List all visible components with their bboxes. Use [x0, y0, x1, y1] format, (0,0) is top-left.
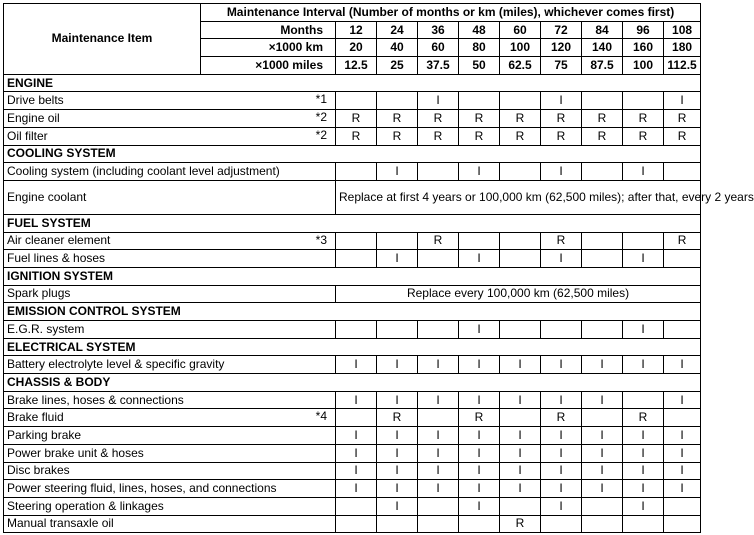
schedule-cell: I	[623, 163, 664, 181]
schedule-cell: I	[418, 480, 459, 498]
schedule-cell: R	[336, 110, 377, 128]
schedule-cell: R	[582, 127, 623, 145]
maintenance-item	[4, 110, 336, 128]
schedule-cell	[418, 321, 459, 339]
schedule-cell	[377, 515, 418, 533]
table-row	[4, 409, 701, 427]
schedule-cell: I	[418, 444, 459, 462]
schedule-cell: I	[664, 444, 701, 462]
schedule-cell	[377, 232, 418, 250]
table-row	[4, 515, 701, 533]
interval-value: 100	[623, 57, 664, 75]
schedule-cell: I	[541, 250, 582, 268]
schedule-cell: I	[377, 250, 418, 268]
table-row	[4, 321, 701, 339]
schedule-cell	[500, 497, 541, 515]
schedule-cell: I	[500, 391, 541, 409]
section-row	[4, 74, 701, 92]
schedule-cell: I	[377, 427, 418, 445]
schedule-cell: R	[500, 110, 541, 128]
schedule-cell: R	[377, 110, 418, 128]
schedule-cell: R	[664, 127, 701, 145]
interval-value: 60	[500, 21, 541, 39]
schedule-cell	[500, 321, 541, 339]
schedule-cell: I	[459, 356, 500, 374]
schedule-cell	[623, 391, 664, 409]
maintenance-item	[4, 92, 336, 110]
schedule-cell: I	[459, 391, 500, 409]
schedule-cell: I	[377, 356, 418, 374]
schedule-cell	[582, 163, 623, 181]
schedule-cell: R	[623, 409, 664, 427]
schedule-cell	[336, 321, 377, 339]
maintenance-item	[4, 515, 336, 533]
maintenance-item	[4, 480, 336, 498]
interval-value: 100	[500, 39, 541, 57]
schedule-cell	[336, 92, 377, 110]
schedule-cell	[418, 163, 459, 181]
schedule-cell: I	[336, 356, 377, 374]
schedule-cell	[336, 409, 377, 427]
schedule-cell: I	[664, 427, 701, 445]
schedule-cell: I	[582, 444, 623, 462]
maintenance-item	[4, 356, 336, 374]
schedule-cell	[582, 409, 623, 427]
section-row	[4, 374, 701, 392]
schedule-cell: R	[418, 232, 459, 250]
schedule-cell: I	[459, 321, 500, 339]
schedule-cell	[664, 321, 701, 339]
schedule-cell: R	[541, 232, 582, 250]
interval-value: 75	[541, 57, 582, 75]
interval-value: 48	[459, 21, 500, 39]
schedule-cell: I	[623, 427, 664, 445]
schedule-cell: R	[541, 127, 582, 145]
schedule-cell: I	[459, 163, 500, 181]
interval-title: Maintenance Interval (Number of months or km (miles), whichever comes first)	[201, 4, 701, 22]
interval-value: 108	[664, 21, 701, 39]
schedule-cell: R	[541, 110, 582, 128]
schedule-cell	[500, 250, 541, 268]
schedule-cell: R	[459, 127, 500, 145]
schedule-cell: R	[418, 127, 459, 145]
interval-value: 140	[582, 39, 623, 57]
schedule-cell: R	[377, 409, 418, 427]
maintenance-item	[4, 444, 336, 462]
schedule-cell: R	[582, 110, 623, 128]
section-heading: EMISSION CONTROL SYSTEM	[4, 303, 701, 321]
maintenance-item	[4, 462, 336, 480]
schedule-note: Replace at first 4 years or 100,000 km (62,500 miles); after that, every 2 years	[336, 180, 701, 214]
maintenance-item	[4, 127, 336, 145]
section-row	[4, 145, 701, 163]
schedule-cell: R	[664, 232, 701, 250]
schedule-cell: I	[418, 92, 459, 110]
table-row	[4, 285, 701, 303]
interval-value: 180	[664, 39, 701, 57]
schedule-cell: I	[623, 321, 664, 339]
schedule-cell	[541, 515, 582, 533]
item-label: Engine coolant	[7, 189, 87, 204]
header-row-title	[4, 4, 701, 22]
maintenance-item	[4, 497, 336, 515]
footnote-ref: *4	[315, 409, 327, 424]
interval-value: 72	[541, 21, 582, 39]
table-row	[4, 391, 701, 409]
interval-value: 96	[623, 21, 664, 39]
schedule-cell: I	[541, 92, 582, 110]
table-row	[4, 250, 701, 268]
schedule-cell: I	[664, 356, 701, 374]
schedule-cell: R	[418, 110, 459, 128]
schedule-cell: R	[541, 409, 582, 427]
interval-value: 60	[418, 39, 459, 57]
item-label: Battery electrolyte level & specific gravity	[7, 357, 225, 372]
item-label: Fuel lines & hoses	[7, 251, 106, 266]
schedule-cell	[623, 92, 664, 110]
schedule-cell	[664, 497, 701, 515]
schedule-cell	[664, 163, 701, 181]
maintenance-item	[4, 232, 336, 250]
table-row	[4, 356, 701, 374]
interval-value: 112.5	[664, 57, 701, 75]
interval-value: 20	[336, 39, 377, 57]
interval-value: 62.5	[500, 57, 541, 75]
section-heading: CHASSIS & BODY	[4, 374, 701, 392]
schedule-cell	[336, 163, 377, 181]
schedule-cell	[664, 409, 701, 427]
schedule-cell	[582, 250, 623, 268]
section-heading: COOLING SYSTEM	[4, 145, 701, 163]
interval-value: 12	[336, 21, 377, 39]
section-heading: IGNITION SYSTEM	[4, 267, 701, 285]
interval-value: 87.5	[582, 57, 623, 75]
schedule-cell: I	[418, 356, 459, 374]
schedule-cell: R	[500, 127, 541, 145]
schedule-cell: R	[459, 409, 500, 427]
section-row	[4, 214, 701, 232]
table-row	[4, 232, 701, 250]
maintenance-schedule	[3, 3, 754, 533]
schedule-cell: I	[377, 163, 418, 181]
maintenance-item	[4, 163, 336, 181]
table-row	[4, 480, 701, 498]
interval-unit-label: ×1000 miles	[201, 57, 336, 75]
schedule-cell	[459, 515, 500, 533]
schedule-cell: I	[541, 391, 582, 409]
table-row	[4, 110, 701, 128]
schedule-cell: I	[623, 250, 664, 268]
schedule-cell: R	[336, 127, 377, 145]
schedule-cell	[459, 92, 500, 110]
footnote-ref: *1	[315, 92, 327, 107]
schedule-cell: I	[541, 427, 582, 445]
schedule-cell: I	[500, 356, 541, 374]
schedule-cell	[582, 321, 623, 339]
schedule-cell: I	[418, 427, 459, 445]
item-label: Brake lines, hoses & connections	[7, 392, 184, 407]
schedule-cell: R	[500, 515, 541, 533]
schedule-cell: I	[459, 250, 500, 268]
section-row	[4, 338, 701, 356]
schedule-cell	[418, 497, 459, 515]
interval-value: 80	[459, 39, 500, 57]
schedule-cell: I	[541, 497, 582, 515]
schedule-cell	[582, 515, 623, 533]
item-label: Parking brake	[7, 427, 82, 442]
schedule-cell: I	[623, 462, 664, 480]
maintenance-table	[3, 3, 754, 533]
interval-value: 12.5	[336, 57, 377, 75]
item-label: Power steering fluid, lines, hoses, and connections	[7, 481, 277, 496]
interval-value: 36	[418, 21, 459, 39]
schedule-cell	[377, 92, 418, 110]
schedule-cell: I	[459, 427, 500, 445]
interval-unit-label: Months	[201, 21, 336, 39]
item-label: Manual transaxle oil	[7, 516, 114, 531]
schedule-cell	[336, 497, 377, 515]
schedule-cell: I	[582, 480, 623, 498]
schedule-cell: I	[336, 480, 377, 498]
schedule-cell: I	[664, 391, 701, 409]
schedule-cell: I	[664, 480, 701, 498]
schedule-cell: I	[500, 480, 541, 498]
maintenance-item	[4, 321, 336, 339]
item-label: Oil filter	[7, 128, 48, 143]
schedule-cell: I	[582, 427, 623, 445]
schedule-cell: I	[664, 462, 701, 480]
section-row	[4, 303, 701, 321]
schedule-cell: I	[377, 462, 418, 480]
schedule-cell	[418, 250, 459, 268]
schedule-note: Replace every 100,000 km (62,500 miles)	[336, 285, 701, 303]
item-label: Power brake unit & hoses	[7, 445, 144, 460]
schedule-cell: I	[459, 480, 500, 498]
schedule-cell: R	[623, 110, 664, 128]
schedule-cell	[377, 321, 418, 339]
schedule-cell	[500, 163, 541, 181]
schedule-cell: I	[459, 444, 500, 462]
schedule-cell: I	[500, 427, 541, 445]
interval-value: 24	[377, 21, 418, 39]
schedule-cell	[664, 515, 701, 533]
schedule-cell: I	[336, 444, 377, 462]
schedule-cell: I	[582, 462, 623, 480]
schedule-cell	[336, 232, 377, 250]
schedule-cell	[664, 250, 701, 268]
table-row	[4, 163, 701, 181]
schedule-cell: I	[541, 163, 582, 181]
item-label: E.G.R. system	[7, 321, 85, 336]
schedule-cell: I	[541, 462, 582, 480]
maintenance-item	[4, 250, 336, 268]
interval-value: 37.5	[418, 57, 459, 75]
schedule-cell: R	[664, 110, 701, 128]
schedule-cell: I	[377, 497, 418, 515]
item-label: Drive belts	[7, 93, 64, 108]
interval-unit-label: ×1000 km	[201, 39, 336, 57]
schedule-cell: I	[377, 480, 418, 498]
schedule-cell: I	[418, 391, 459, 409]
maintenance-item-header: Maintenance Item	[4, 4, 201, 75]
schedule-cell: R	[623, 127, 664, 145]
schedule-cell: I	[336, 427, 377, 445]
schedule-cell	[336, 250, 377, 268]
schedule-cell: I	[541, 480, 582, 498]
maintenance-item	[4, 409, 336, 427]
table-row	[4, 462, 701, 480]
interval-value: 160	[623, 39, 664, 57]
schedule-cell	[418, 409, 459, 427]
schedule-cell	[541, 321, 582, 339]
schedule-cell: I	[500, 462, 541, 480]
schedule-cell	[582, 497, 623, 515]
item-label: Steering operation & linkages	[7, 498, 164, 513]
interval-value: 25	[377, 57, 418, 75]
schedule-cell	[623, 232, 664, 250]
schedule-cell: I	[459, 462, 500, 480]
schedule-cell	[623, 515, 664, 533]
footnote-ref: *2	[315, 127, 327, 142]
schedule-cell: I	[623, 480, 664, 498]
schedule-cell: I	[541, 444, 582, 462]
footnote-ref: *3	[315, 232, 327, 247]
schedule-cell: I	[418, 462, 459, 480]
schedule-cell	[500, 232, 541, 250]
item-label: Cooling system (including coolant level adjustment)	[7, 164, 280, 179]
item-label: Brake fluid	[7, 410, 64, 425]
schedule-cell	[459, 232, 500, 250]
section-heading: FUEL SYSTEM	[4, 214, 701, 232]
schedule-cell: I	[377, 444, 418, 462]
schedule-cell	[418, 515, 459, 533]
maintenance-item	[4, 391, 336, 409]
maintenance-item	[4, 285, 336, 303]
interval-value: 40	[377, 39, 418, 57]
item-label: Spark plugs	[7, 286, 71, 301]
schedule-cell	[582, 92, 623, 110]
schedule-cell	[500, 409, 541, 427]
section-heading: ELECTRICAL SYSTEM	[4, 338, 701, 356]
schedule-cell	[582, 232, 623, 250]
schedule-cell	[500, 92, 541, 110]
footnote-ref: *2	[315, 110, 327, 125]
schedule-cell: I	[336, 462, 377, 480]
schedule-cell: R	[377, 127, 418, 145]
item-label: Engine oil	[7, 110, 60, 125]
schedule-cell: I	[500, 444, 541, 462]
schedule-cell: I	[541, 356, 582, 374]
section-heading: ENGINE	[4, 74, 701, 92]
schedule-cell: I	[623, 356, 664, 374]
interval-value: 120	[541, 39, 582, 57]
schedule-cell: I	[582, 391, 623, 409]
interval-value: 84	[582, 21, 623, 39]
table-row	[4, 180, 701, 214]
table-row	[4, 127, 701, 145]
schedule-cell: I	[623, 497, 664, 515]
schedule-cell: R	[459, 110, 500, 128]
schedule-cell: I	[377, 391, 418, 409]
maintenance-item	[4, 180, 336, 214]
section-row	[4, 267, 701, 285]
schedule-cell	[336, 515, 377, 533]
interval-value: 50	[459, 57, 500, 75]
schedule-cell: I	[623, 444, 664, 462]
schedule-cell: I	[664, 92, 701, 110]
table-row	[4, 427, 701, 445]
table-row	[4, 444, 701, 462]
item-label: Disc brakes	[7, 463, 70, 478]
item-label: Air cleaner element	[7, 233, 111, 248]
maintenance-item	[4, 427, 336, 445]
table-row	[4, 92, 701, 110]
schedule-cell: I	[459, 497, 500, 515]
table-row	[4, 497, 701, 515]
schedule-cell: I	[582, 356, 623, 374]
schedule-cell: I	[336, 391, 377, 409]
